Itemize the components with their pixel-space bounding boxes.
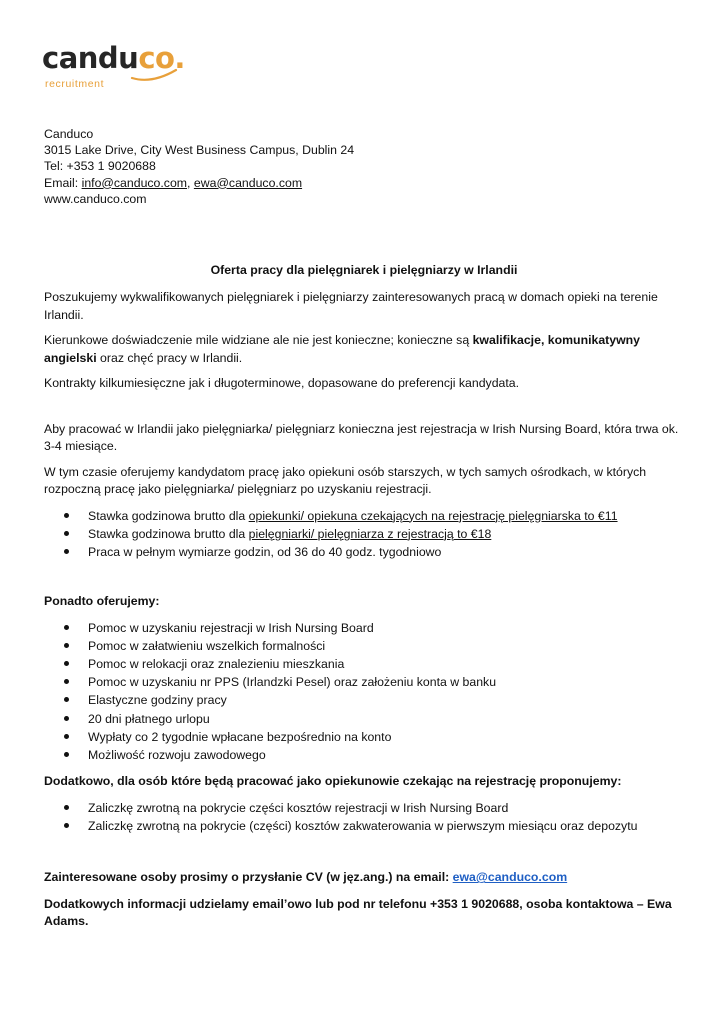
- email-link-ewa[interactable]: ewa@canduco.com: [193, 175, 303, 190]
- list-item: Pomoc w załatwieniu wszelkich formalności: [44, 637, 684, 655]
- rate-prefix: Praca w pełnym wymiarze godzin, od 36 do 40 godz. tygodniowo: [88, 544, 442, 559]
- list-item: Zaliczkę zwrotną na pokrycie (części) kosztów zakwaterowania w pierwszym miesiącu oraz depozytu: [44, 817, 684, 835]
- list-item: Pomoc w uzyskaniu nr PPS (Irlandzki Pesel) oraz założeniu konta w banku: [44, 673, 684, 691]
- document-body: [44, 126, 684, 931]
- offer-requirements: [44, 332, 684, 367]
- rate-prefix: Stawka godzinowa brutto dla: [88, 508, 249, 523]
- rate-underlined: opiekunki/ opiekuna czekających na rejestrację pielęgniarska to €11: [248, 508, 618, 523]
- canduco-logo: [42, 40, 185, 96]
- rate-prefix: Stawka godzinowa brutto dla: [88, 526, 249, 541]
- benefits-heading: Ponadto oferujemy:: [44, 594, 160, 609]
- contact-info: Dodatkowych informacji udzielamy email’owo lub pod nr telefonu +353 1 9020688, osoba kontaktowa – Ewa Adams.: [44, 896, 672, 929]
- list-item: [44, 543, 684, 561]
- list-item: Możliwość rozwoju zawodowego: [44, 746, 684, 764]
- cv-email-link[interactable]: ewa@canduco.com: [452, 870, 568, 885]
- email-link-info[interactable]: info@canduco.com: [81, 175, 188, 190]
- cv-request: [44, 869, 684, 887]
- company-website[interactable]: www.canduco.com: [44, 191, 147, 206]
- offer-intro: Poszukujemy wykwalifikowanych pielęgniarek i pielęgniarzy zainteresowanych pracą w domach opieki na terenie Irlandii.: [44, 290, 658, 322]
- list-item: Pomoc w uzyskaniu rejestracji w Irish Nursing Board: [44, 619, 684, 637]
- logo-word-accent: co.: [138, 41, 185, 75]
- email-label: Email:: [44, 175, 82, 190]
- list-item: Wypłaty co 2 tygodnie wpłacane bezpośrednio na konto: [44, 728, 684, 746]
- list-item: Elastyczne godziny pracy: [44, 691, 684, 709]
- requirements-bold: kwalifikacje, komunikatywny angielski: [44, 333, 641, 365]
- email-separator: ,: [187, 175, 194, 190]
- offer-meantime: W tym czasie oferujemy kandydatom pracę jako opiekuni osób starszych, w tych samych ośrodkach, w których rozpoczną pracę jako pielęgniarka/ pielęgniarz po uzyskaniu rejestracji.: [44, 464, 647, 497]
- company-name: Canduco: [44, 127, 94, 141]
- cv-text: Zainteresowane osoby prosimy o przysłanie CV (w jęz.ang.) na email:: [44, 870, 453, 885]
- list-item: Zaliczkę zwrotną na pokrycie części kosztów rejestracji w Irish Nursing Board: [44, 799, 684, 817]
- offer-title: Oferta pracy dla pielęgniarek i pielęgniarzy w Irlandii: [210, 263, 518, 278]
- logo-swoosh-icon: [130, 64, 180, 84]
- list-item: [44, 525, 684, 543]
- extra-heading: Dodatkowo, dla osób które będą pracować jako opiekunowie czekając na rejestrację proponujemy:: [44, 774, 622, 789]
- company-phone: Tel: +353 1 9020688: [44, 159, 156, 174]
- company-address: [44, 126, 684, 207]
- rate-underlined: pielęgniarki/ pielęgniarza z rejestracją to €18: [248, 526, 492, 541]
- company-street: 3015 Lake Drive, City West Business Campus, Dublin 24: [44, 143, 355, 158]
- list-item: Pomoc w relokacji oraz znalezieniu mieszkania: [44, 655, 684, 673]
- list-item: [44, 507, 684, 525]
- logo-word-main: candu: [42, 41, 139, 75]
- offer-registration: Aby pracować w Irlandii jako pielęgniarka/ pielęgniarz konieczna jest rejestracja w Irish Nursing Board, która trwa ok. 3-4 miesiące.: [44, 421, 679, 454]
- list-item: 20 dni płatnego urlopu: [44, 710, 684, 728]
- extra-list: [44, 799, 684, 835]
- benefits-list: [44, 619, 684, 765]
- requirements-suffix: oraz chęć pracy w Irlandii.: [96, 350, 243, 365]
- company-email-line: [44, 175, 684, 191]
- logo-subtitle: recruitment: [45, 78, 105, 90]
- rates-list: [44, 507, 684, 562]
- offer-contracts: Kontrakty kilkumiesięczne jak i długoterminowe, dopasowane do preferencji kandydata.: [44, 376, 520, 391]
- requirements-prefix: Kierunkowe doświadczenie mile widziane ale nie jest konieczne; konieczne są: [44, 333, 473, 348]
